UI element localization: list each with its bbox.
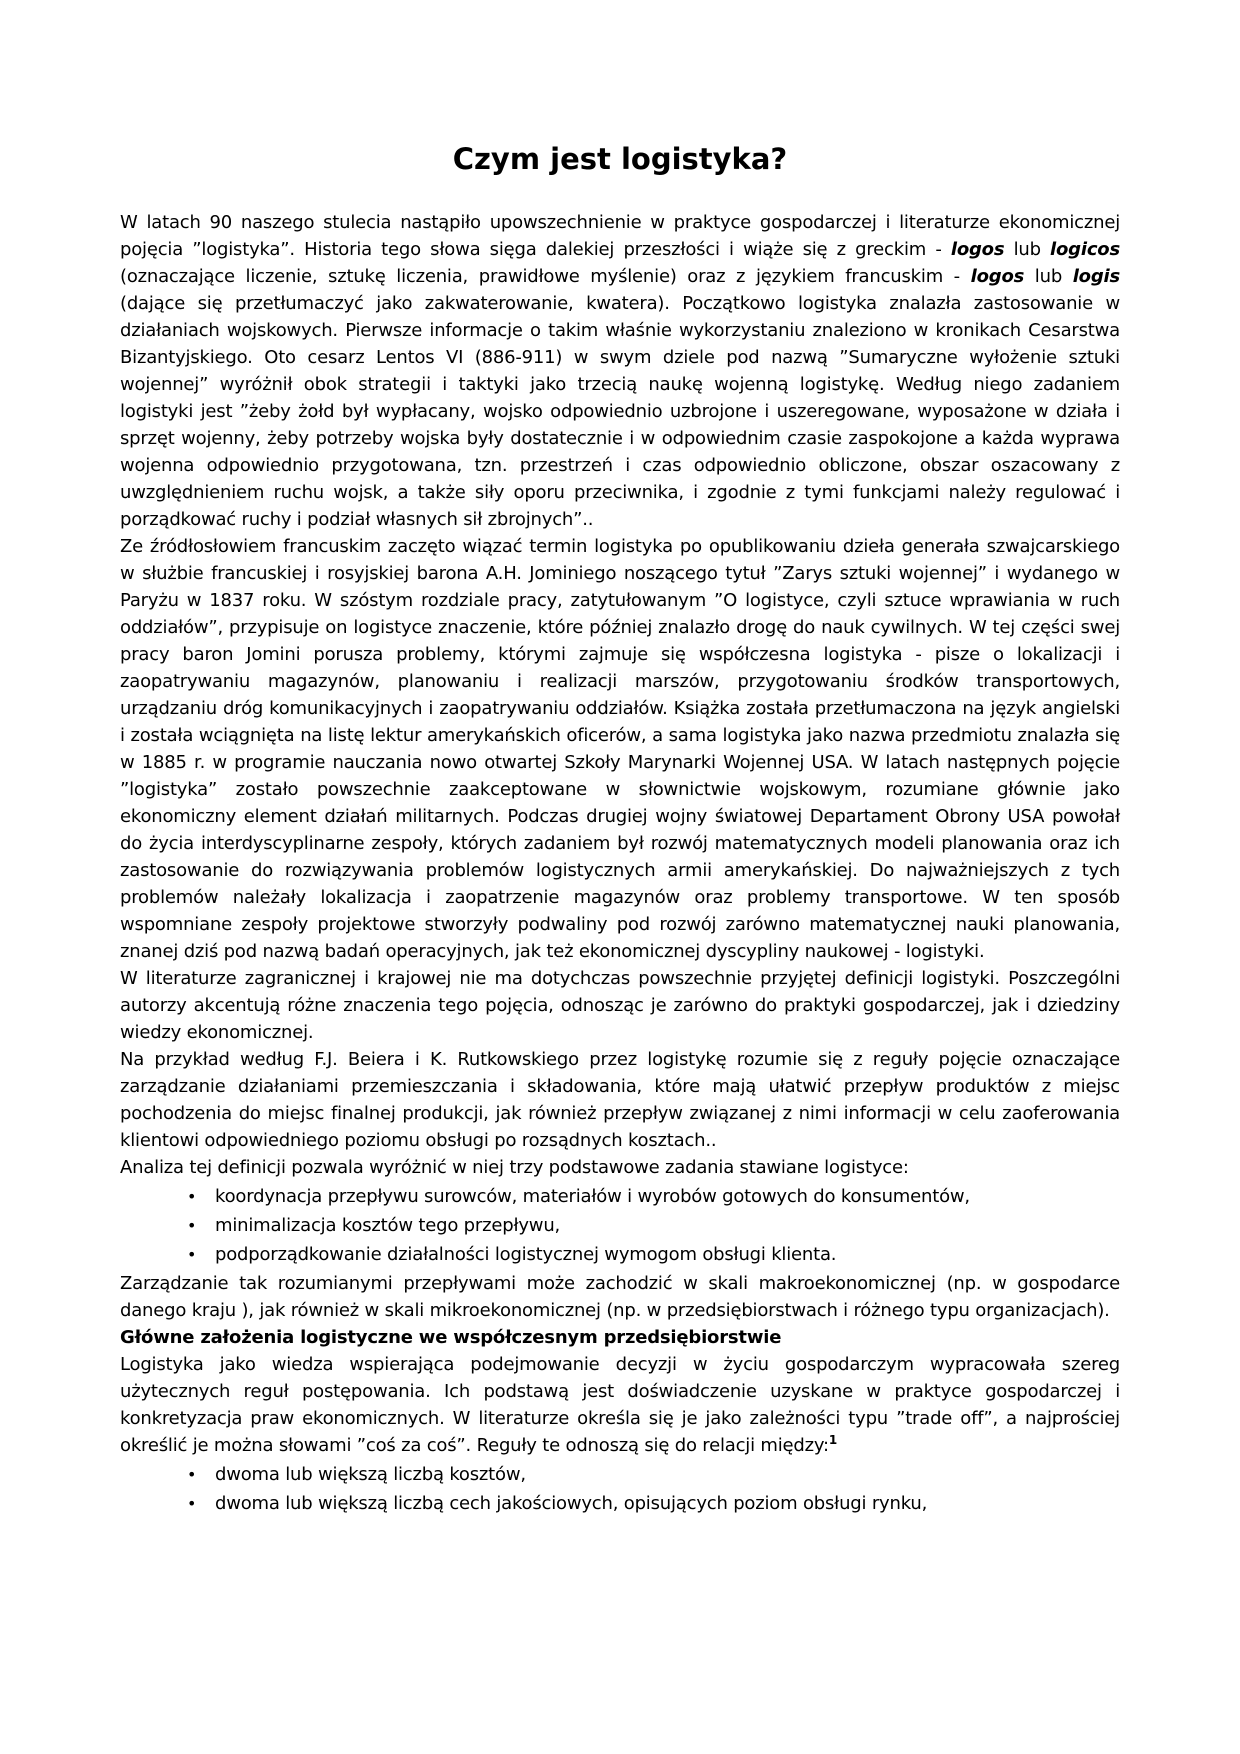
text-run: (dające się przetłumaczyć jako zakwaterowanie, kwatera). Początkowo logistyka znalazła zastosowanie w działaniach wojskowych. Pierwsze informacje o takim właśnie wykorzystaniu znaleziono w kronikach Cesarstwa Bizantyjskiego. Oto cesarz Lentos VI (886-911) w swym dziele pod nazwą ”Sumaryczne wyłożenie sztuki wojennej” wyróżnił obok strategii i taktyki jako trzecią naukę wojenną logistykę. Według niego zadaniem logistyki jest ”żeby żołd był wypłacany, wojsko odpowiednio uzbrojone i uszeregowane, wyposażone w działa i sprzęt wojenny, żeby potrzeby wojska były dostatecznie i w odpowiednim czasie zaspokojone a każda wyprawa wojenna odpowiednio przygotowana, tzn. przestrzeń i czas odpowiednio obliczone, obszar oszacowany z uwzględnieniem ruchu wojsk, a także siły oporu przeciwnika, i zgodnie z tymi funkcjami należy regulować i porządkować ruchy i podział własnych sił zbrojnych”.. [120,293,1120,530]
paragraph-beier-rutkowski: Na przykład według F.J. Beiera i K. Rutkowskiego przez logistykę rozumie się z reguły pojęcie oznaczające zarządzanie działaniami przemieszczania i składowania, które mają ułatwić przepływ produktów z miejsc pochodzenia do miejsc finalnej produkcji, jak również przepływ związanej z nimi informacji w celu zaoferowania klientowi odpowiedniego poziomu obsługi po rozsądnych kosztach.. [120,1049,1120,1151]
paragraph-definitions: W literaturze zagranicznej i krajowej nie ma dotychczas powszechnie przyjętej definicji logistyki. Poszczególni autorzy akcentują różne znaczenia tego pojęcia, odnosząc je zarówno do praktyki gospodarczej, jak i dziedziny wiedzy ekonomicznej. [120,968,1120,1043]
list-item [120,1490,1120,1517]
bullet-icon: • [187,1216,197,1235]
document-body [120,209,1120,1517]
document-title: Czym jest logistyka? [452,142,788,176]
text-run: (oznaczające liczenie, sztukę liczenia, prawidłowe myślenie) oraz z językiem francuskim - [120,266,971,287]
paragraph-analysis-intro: Analiza tej definicji pozwala wyróżnić w niej trzy podstawowe zadania stawiane logistyce: [120,1157,909,1178]
italic-term-logicos: logicos [1050,239,1120,260]
paragraph-scale: Zarządzanie tak rozumianymi przepływami może zachodzić w skali makroekonomicznej (np. w gospodarce danego kraju ), jak również w skali mikroekonomicznej (np. w przedsiębiorstwach i różnego typu organizacjach). [120,1273,1120,1321]
list-item [120,1241,1120,1268]
italic-term-logis: logis [1072,266,1121,287]
list-item-text: podporządkowanie działalności logistycznej wymogom obsługi klienta. [215,1244,837,1265]
list-item-text: dwoma lub większą liczbą kosztów, [215,1464,526,1485]
list-item-text: koordynacja przepływu surowców, materiałów i wyrobów gotowych do konsumentów, [215,1186,970,1207]
bullet-icon: • [187,1245,197,1264]
list-item [120,1461,1120,1488]
text-run: lub [1024,266,1073,287]
text-run: Logistyka jako wiedza wspierająca podejmowanie decyzji w życiu gospodarczym wypracowała szereg użytecznych reguł postępowania. Ich podstawą jest doświadczenie uzyskane w praktyce gospodarczej i konkretyzacja praw ekonomicznych. W literaturze określa się je jako zależności typu ”trade off”, a najprościej określić je można słowami ”coś za coś”. Reguły te odnoszą się do relacji między: [120,1354,1120,1456]
paragraph-intro-history [120,209,1120,533]
list-item-text: minimalizacja kosztów tego przepływu, [215,1215,561,1236]
paragraph-rules [120,1351,1120,1459]
tasks-bullet-list [120,1183,1120,1268]
bullet-icon: • [187,1465,197,1484]
bullet-icon: • [187,1187,197,1206]
paragraph-jomini-history: Ze źródłosłowiem francuskim zaczęto wiązać termin logistyka po opublikowaniu dzieła generała szwajcarskiego w służbie francuskiej i rosyjskiej barona A.H. Jominiego noszącego tytuł ”Zarys sztuki wojennej” i wydanego w Paryżu w 1837 roku. W szóstym rozdziale pracy, zatytułowanym ”O logistyce, czyli sztuce wprawiania w ruch oddziałów”, przypisuje on logistyce znaczenie, które później znalazło drogę do nauk cywilnych. W tej części swej pracy baron Jomini porusza problemy, którymi zajmuje się współczesna logistyka - pisze o lokalizacji i zaopatrywaniu magazynów, planowaniu i realizacji marszów, przygotowaniu środków transportowych, urządzaniu dróg komunikacyjnych i zaopatrywaniu oddziałów. Książka została przetłumaczona na język angielski i została wciągnięta na listę lektur amerykańskich oficerów, a sama logistyka jako nazwa przedmiotu znalazła się w 1885 r. w programie nauczania nowo otwartej Szkoły Marynarki Wojennej USA. W latach następnych pojęcie ”logistyka” zostało powszechnie zaakceptowane w słownictwie wojskowym, rozumiane głównie jako ekonomiczny element działań militarnych. Podczas drugiej wojny światowej Departament Obrony USA powołał do życia interdyscyplinarne zespoły, których zadaniem był rozwój matematycznych modeli planowania oraz ich zastosowanie do rozwiązywania problemów logistycznych armii amerykańskiej. Do najważniejszych z tych problemów należały lokalizacja i zaopatrzenie magazynów oraz problemy transportowe. W ten sposób wspomniane zespoły projektowe stworzyły podwaliny pod rozwój zarówno matematycznej nauki planowania, znanej dziś pod nazwą badań operacyjnych, jak też ekonomicznej dyscypliny naukowej - logistyki. [120,536,1120,962]
list-item [120,1183,1120,1210]
list-item-text: dwoma lub większą liczbą cech jakościowych, opisujących poziom obsługi rynku, [215,1493,928,1514]
text-run: lub [1004,239,1051,260]
relations-bullet-list [120,1461,1120,1517]
list-item [120,1212,1120,1239]
section-heading-assumptions: Główne założenia logistyczne we współczesnym przedsiębiorstwie [120,1327,782,1348]
text-run: W latach 90 naszego stulecia nastąpiło upowszechnienie w praktyce gospodarczej i literaturze ekonomicznej pojęcia ”logistyka”. Historia tego słowa sięga dalekiej przeszłości i wiąże się z greckim - [120,212,1120,260]
footnote-ref: 1 [828,1433,838,1447]
italic-term-logos-2: logos [970,266,1025,287]
bullet-icon: • [187,1494,197,1513]
italic-term-logos: logos [950,239,1005,260]
